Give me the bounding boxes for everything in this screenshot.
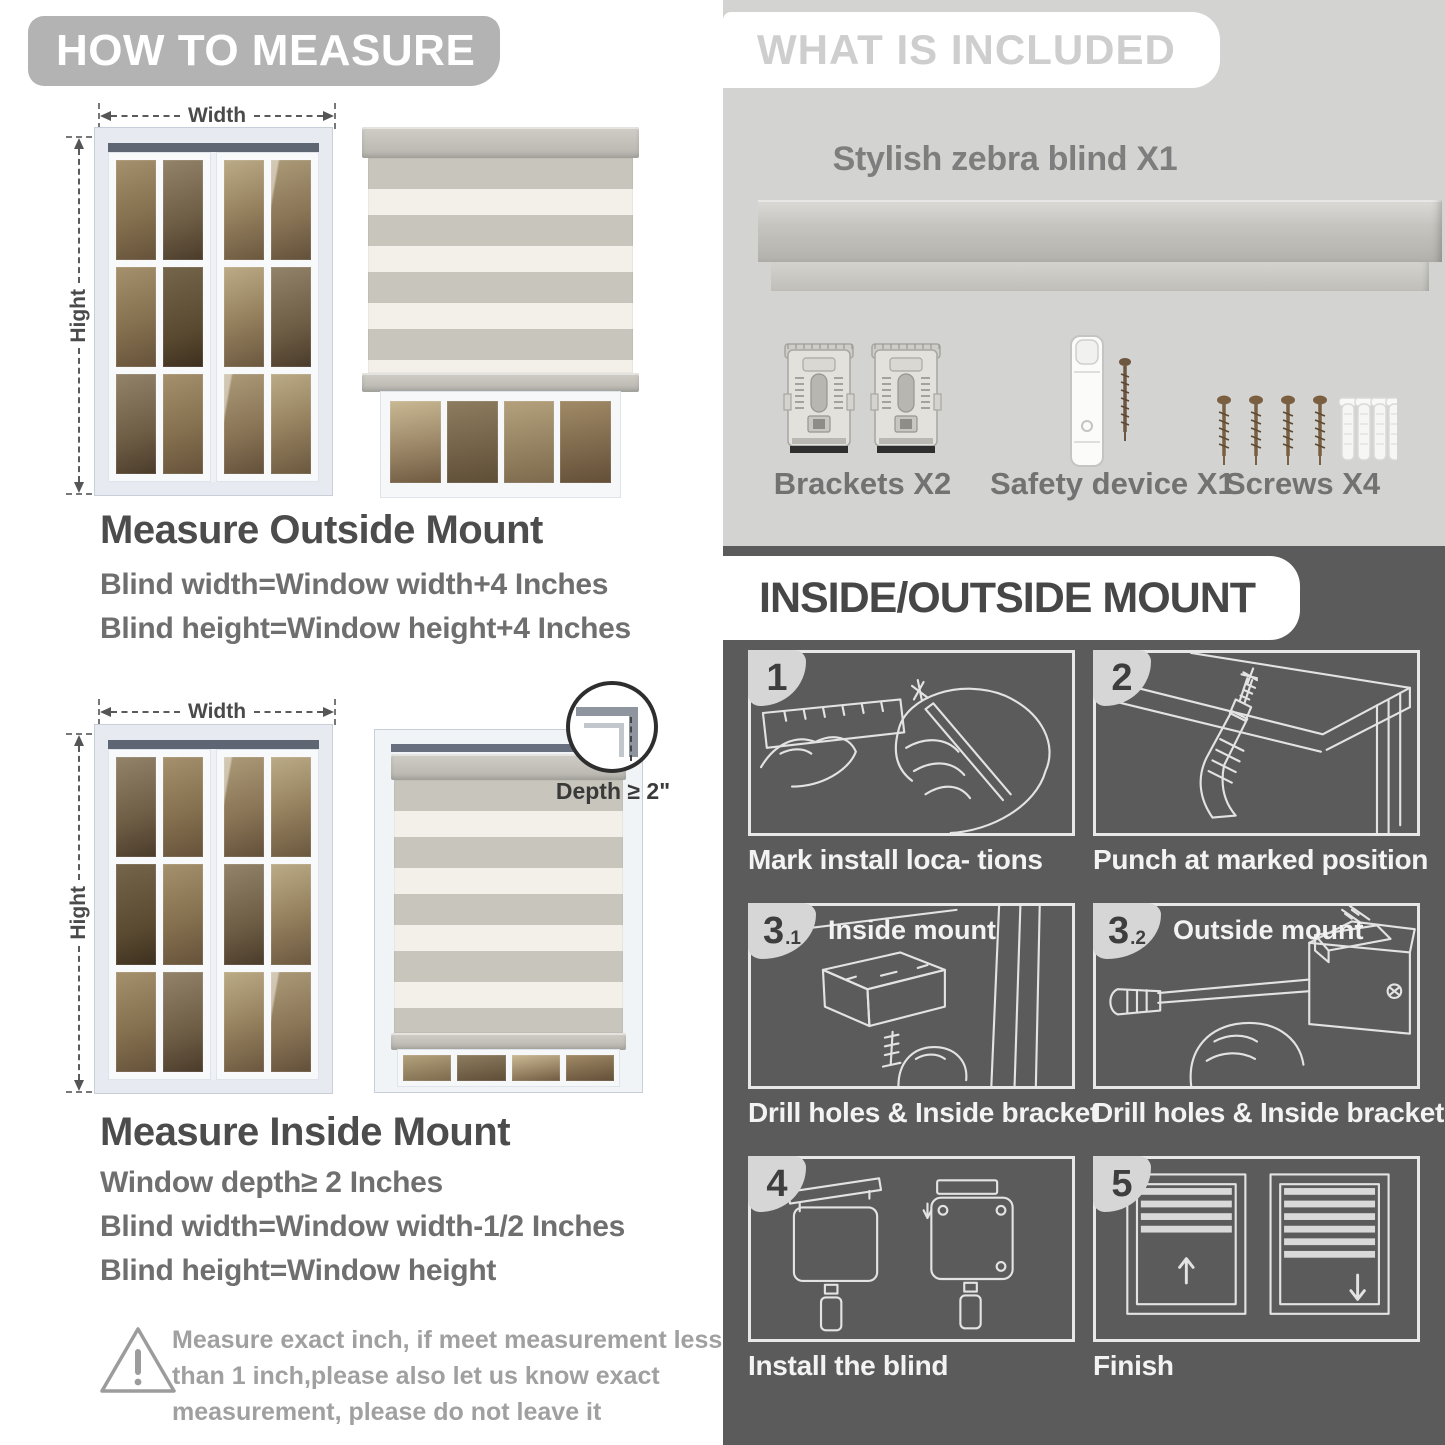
inside-formula-width: Blind width=Window width-1/2 Inches — [100, 1210, 626, 1243]
what-is-included-title: WHAT IS INCLUDED — [757, 26, 1176, 73]
frame-corner-inner — [619, 723, 624, 757]
safety-device-icon — [1045, 330, 1155, 480]
arrow-tick — [334, 699, 336, 725]
step-badge: 3 .1 — [748, 903, 816, 959]
step2-panel — [1093, 650, 1420, 836]
dashed-line — [78, 746, 80, 880]
width-arrow-inside — [98, 696, 336, 728]
brackets-label: Brackets X2 — [773, 466, 952, 501]
how-to-measure-title: HOW TO MEASURE — [56, 26, 476, 75]
height-arrow-outside — [62, 136, 96, 495]
outside-mount-panel-label: Outside mount — [1173, 915, 1364, 945]
outside-formula-width: Blind width=Window width+4 Inches — [100, 568, 609, 601]
arrow-tick — [334, 103, 336, 129]
depth-magnifier — [566, 681, 658, 773]
window-sashes — [108, 749, 319, 1080]
step3-1-caption: Drill holes & Inside bracket — [748, 1097, 1100, 1128]
window-sash-right — [216, 152, 319, 482]
step5-panel — [1093, 1156, 1420, 1342]
blind-headrail-bottom-image — [771, 262, 1429, 291]
blind-fabric-inside — [394, 780, 623, 1033]
outside-mount-title: Measure Outside Mount — [100, 508, 543, 552]
what-is-included-header — [723, 12, 1220, 88]
step4-caption: Install the blind — [748, 1350, 949, 1381]
window-sashes — [108, 152, 319, 482]
warning-triangle-icon — [96, 1322, 180, 1398]
depth-dashed-line — [630, 717, 632, 761]
step1-panel — [748, 650, 1075, 836]
window-below-blind — [398, 1050, 619, 1086]
height-label: Hight — [67, 886, 90, 940]
window-photo-outside — [95, 128, 332, 495]
inside-mount-title: Measure Inside Mount — [100, 1110, 511, 1154]
warning-line: Measure exact inch, if meet measurement less — [172, 1326, 723, 1354]
outside-formula-height: Blind height=Window height+4 Inches — [100, 612, 631, 645]
depth-label: Depth ≥ 2" — [555, 778, 671, 804]
arrowhead-right-icon — [323, 707, 334, 717]
dashed-line — [254, 711, 323, 713]
arrowhead-up-icon — [74, 735, 84, 746]
arrowhead-right-icon — [323, 111, 334, 121]
dashed-line — [111, 711, 180, 713]
step1-caption: Mark install loca- tions — [748, 844, 1043, 875]
how-to-measure-header — [28, 16, 500, 86]
blind-cassette-outside — [362, 127, 639, 158]
window-sash-left — [108, 152, 211, 482]
window-below-blind — [381, 392, 620, 497]
blind-headrail-image — [758, 200, 1442, 262]
inside-formula-height: Blind height=Window height — [100, 1254, 497, 1287]
safety-device-label: Safety device X1 — [990, 466, 1235, 501]
dashed-line — [78, 946, 80, 1080]
window-sash-left — [108, 749, 211, 1080]
arrow-tick — [66, 493, 92, 495]
step5-caption: Finish — [1093, 1350, 1174, 1381]
brackets-icon — [780, 338, 945, 462]
dashed-line — [78, 149, 80, 283]
step4-panel — [748, 1156, 1075, 1342]
arrow-tick — [66, 1091, 92, 1093]
step-badge: 4 — [748, 1156, 806, 1212]
step3-2-caption: Drill holes & Inside bracket — [1093, 1097, 1445, 1128]
step2-caption: Punch at marked position — [1093, 844, 1429, 875]
window-photo-inside — [95, 725, 332, 1093]
step-badge: 5 — [1093, 1156, 1151, 1212]
dashed-line — [254, 115, 323, 117]
warning-line: measurement, please do not leave it — [172, 1398, 602, 1426]
warning-text — [172, 1322, 722, 1430]
arrowhead-left-icon — [100, 111, 111, 121]
warning-line: than 1 inch,please also let us know exact — [172, 1362, 660, 1390]
arrowhead-up-icon — [74, 138, 84, 149]
step-badge: 2 — [1093, 650, 1151, 706]
width-label: Width — [187, 104, 247, 127]
step-badge: 3 .2 — [1093, 903, 1161, 959]
mount-section-header — [723, 556, 1300, 640]
screws-label: Screws X4 — [1225, 466, 1381, 501]
step-badge: 1 — [748, 650, 806, 706]
inside-mount-panel-label: Inside mount — [828, 915, 996, 945]
zebra-blind-label: Stylish zebra blind X1 — [832, 140, 1178, 178]
height-arrow-inside — [62, 733, 96, 1093]
screws-icon — [1212, 390, 1397, 475]
height-label: Hight — [67, 288, 90, 343]
width-label: Width — [187, 700, 247, 723]
blind-bottom-rail-inside — [391, 1033, 626, 1050]
arrowhead-left-icon — [100, 707, 111, 717]
blind-fabric-outside — [368, 158, 633, 373]
window-sash-right — [216, 749, 319, 1080]
dashed-line — [111, 115, 180, 117]
dashed-line — [78, 348, 80, 482]
window-top-shadow — [108, 740, 319, 749]
blind-bottom-rail-outside — [362, 373, 639, 392]
arrowhead-down-icon — [74, 482, 84, 493]
inside-formula-depth: Window depth≥ 2 Inches — [100, 1166, 443, 1199]
mount-section-title: INSIDE/OUTSIDE MOUNT — [759, 573, 1256, 622]
arrowhead-down-icon — [74, 1080, 84, 1091]
window-top-shadow — [108, 143, 319, 152]
frame-corner-inner — [584, 723, 624, 728]
